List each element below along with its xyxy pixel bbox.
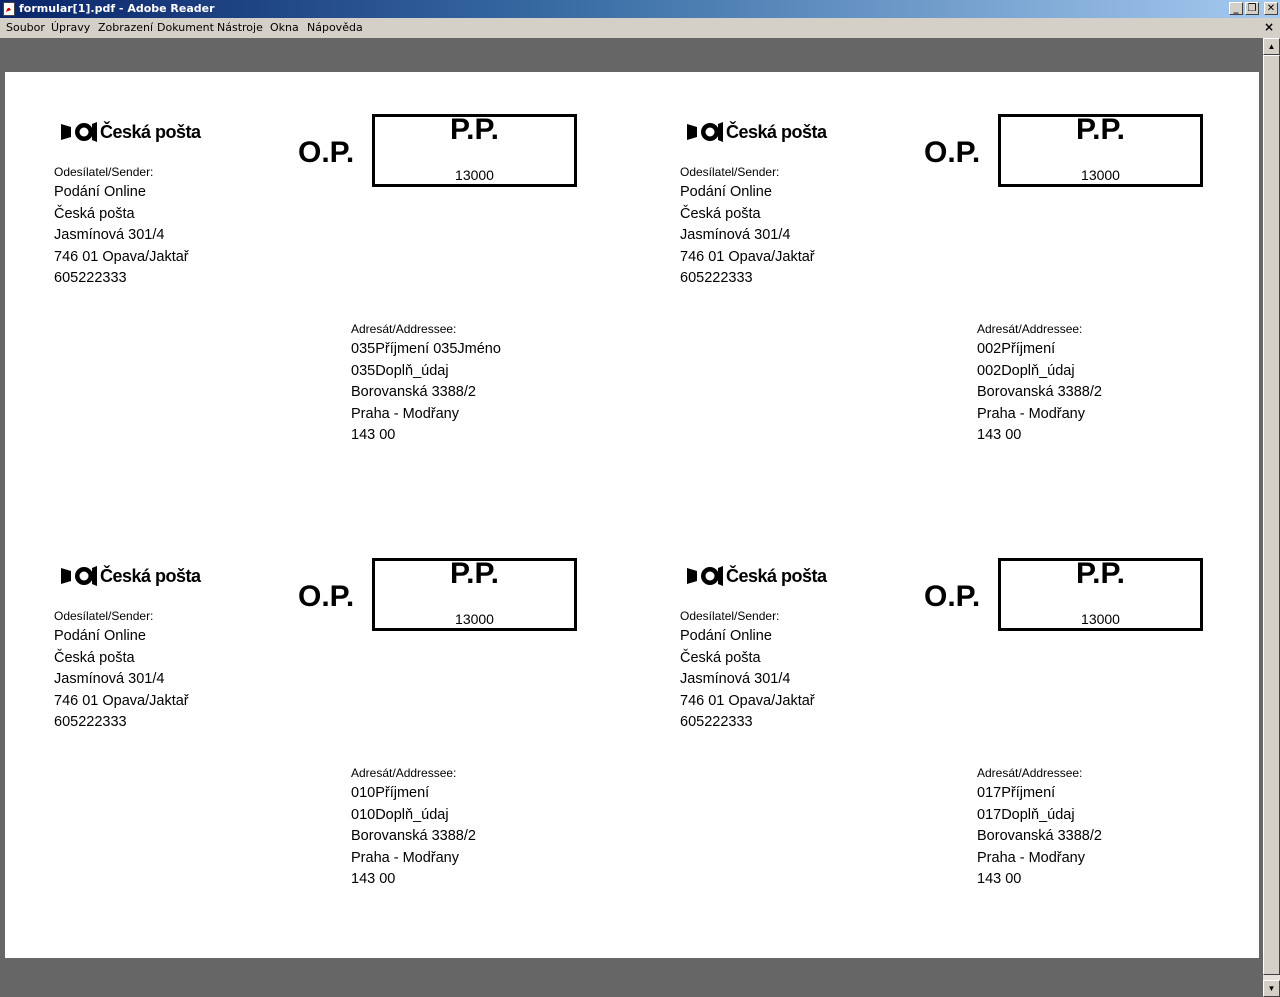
logo-text: Česká pošta <box>100 565 201 586</box>
addressee-line: 035Doplň_údaj <box>351 362 449 379</box>
vertical-scrollbar[interactable] <box>1263 38 1280 997</box>
menu-upravy[interactable]: Úpravy <box>51 21 91 34</box>
sender-label: Odesílatel/Sender: <box>54 609 154 623</box>
addressee-line: 017Doplň_údaj <box>977 806 1075 823</box>
close-window-button[interactable]: ✕ <box>1264 2 1278 15</box>
pp-box <box>372 114 577 187</box>
addressee-address <box>977 339 1102 447</box>
sender-line: Česká pošta <box>680 205 761 222</box>
sender-address <box>54 626 189 734</box>
minimize-button[interactable]: _ <box>1229 2 1243 15</box>
pp-number: 13000 <box>1081 167 1120 183</box>
sender-line: Podání Online <box>680 184 772 200</box>
sender-line: 746 01 Opava/Jaktař <box>54 248 189 265</box>
menu-soubor[interactable]: Soubor <box>6 21 45 34</box>
pp-number: 13000 <box>455 167 494 183</box>
op-mark: O.P. <box>298 580 355 613</box>
logo-text: Česká pošta <box>726 565 827 586</box>
menu-napoveda[interactable]: Nápověda <box>307 21 363 34</box>
sender-line: Podání Online <box>680 628 772 644</box>
addressee-line: 035Příjmení 035Jméno <box>351 341 501 357</box>
window-title: formular[1].pdf - Adobe Reader <box>19 2 215 15</box>
ceska-posta-logo <box>59 563 201 589</box>
op-mark: O.P. <box>924 580 981 613</box>
sender-address <box>680 182 815 290</box>
op-mark: O.P. <box>924 136 981 169</box>
menu-dokument[interactable]: Dokument <box>157 21 214 34</box>
addressee-address <box>351 783 476 891</box>
pdf-file-icon <box>3 2 15 16</box>
shipping-label <box>5 72 625 512</box>
addressee-line: 017Příjmení <box>977 785 1056 801</box>
addressee-line: Praha - Modřany <box>351 849 459 866</box>
ceska-posta-logo <box>685 563 827 589</box>
close-document-icon[interactable]: × <box>1263 20 1274 34</box>
sender-line: Podání Online <box>54 184 146 200</box>
addressee-label: Adresát/Addressee: <box>351 766 457 780</box>
sender-line: 605222333 <box>54 270 127 287</box>
sender-line: Podání Online <box>54 628 146 644</box>
addressee-line: 002Příjmení <box>977 341 1056 357</box>
scroll-up-button[interactable]: ▲ <box>1263 38 1280 55</box>
addressee-line: Praha - Modřany <box>351 405 459 422</box>
sender-line: Jasmínová 301/4 <box>680 671 791 688</box>
addressee-address <box>351 339 501 447</box>
menu-nastroje[interactable]: Nástroje <box>217 21 263 34</box>
addressee-line: Borovanská 3388/2 <box>977 828 1102 845</box>
post-horn-icon <box>685 564 725 588</box>
op-mark: O.P. <box>298 136 355 169</box>
sender-label: Odesílatel/Sender: <box>680 609 780 623</box>
sender-line: 746 01 Opava/Jaktař <box>680 692 815 709</box>
sender-line: Česká pošta <box>680 649 761 666</box>
addressee-line: 010Příjmení <box>351 785 430 801</box>
post-horn-icon <box>685 120 725 144</box>
menu-okna[interactable]: Okna <box>270 21 299 34</box>
addressee-line: Praha - Modřany <box>977 849 1085 866</box>
pp-title: P.P. <box>450 557 499 590</box>
addressee-address <box>977 783 1102 891</box>
pdf-page <box>5 72 1259 958</box>
scroll-thumb[interactable] <box>1263 55 1280 975</box>
addressee-label: Adresát/Addressee: <box>977 766 1083 780</box>
restore-button[interactable]: ❐ <box>1245 2 1259 15</box>
addressee-line: 143 00 <box>977 427 1022 444</box>
sender-line: Česká pošta <box>54 649 135 666</box>
addressee-line: Borovanská 3388/2 <box>977 384 1102 401</box>
menu-zobrazeni[interactable]: Zobrazení <box>98 21 154 34</box>
sender-line: 746 01 Opava/Jaktař <box>54 692 189 709</box>
sender-line: Jasmínová 301/4 <box>54 671 165 688</box>
post-horn-icon <box>59 564 99 588</box>
ceska-posta-logo <box>685 119 827 145</box>
pp-title: P.P. <box>450 113 499 146</box>
sender-address <box>680 626 815 734</box>
sender-line: Jasmínová 301/4 <box>54 227 165 244</box>
addressee-label: Adresát/Addressee: <box>351 322 457 336</box>
shipping-label <box>5 516 625 956</box>
sender-address <box>54 182 189 290</box>
shipping-label <box>631 516 1251 956</box>
addressee-line: 143 00 <box>351 427 396 444</box>
shipping-label <box>631 72 1251 512</box>
ceska-posta-logo <box>59 119 201 145</box>
addressee-line: Praha - Modřany <box>977 405 1085 422</box>
sender-line: 605222333 <box>54 714 127 731</box>
sender-line: 605222333 <box>680 270 753 287</box>
sender-line: Jasmínová 301/4 <box>680 227 791 244</box>
scroll-down-button[interactable]: ▼ <box>1263 980 1280 997</box>
addressee-label: Adresát/Addressee: <box>977 322 1083 336</box>
addressee-line: 143 00 <box>977 871 1022 888</box>
pp-box <box>372 558 577 631</box>
addressee-line: 010Doplň_údaj <box>351 806 449 823</box>
title-bar[interactable] <box>0 0 1280 18</box>
sender-label: Odesílatel/Sender: <box>680 165 780 179</box>
addressee-line: 143 00 <box>351 871 396 888</box>
pp-title: P.P. <box>1076 557 1125 590</box>
addressee-line: Borovanská 3388/2 <box>351 384 476 401</box>
sender-line: 605222333 <box>680 714 753 731</box>
pp-box <box>998 558 1203 631</box>
logo-text: Česká pošta <box>100 121 201 142</box>
pp-box <box>998 114 1203 187</box>
sender-line: Česká pošta <box>54 205 135 222</box>
pp-title: P.P. <box>1076 113 1125 146</box>
post-horn-icon <box>59 120 99 144</box>
sender-line: 746 01 Opava/Jaktař <box>680 248 815 265</box>
addressee-line: Borovanská 3388/2 <box>351 828 476 845</box>
addressee-line: 002Doplň_údaj <box>977 362 1075 379</box>
pp-number: 13000 <box>1081 611 1120 627</box>
logo-text: Česká pošta <box>726 121 827 142</box>
menu-bar <box>0 18 1280 38</box>
pp-number: 13000 <box>455 611 494 627</box>
sender-label: Odesílatel/Sender: <box>54 165 154 179</box>
